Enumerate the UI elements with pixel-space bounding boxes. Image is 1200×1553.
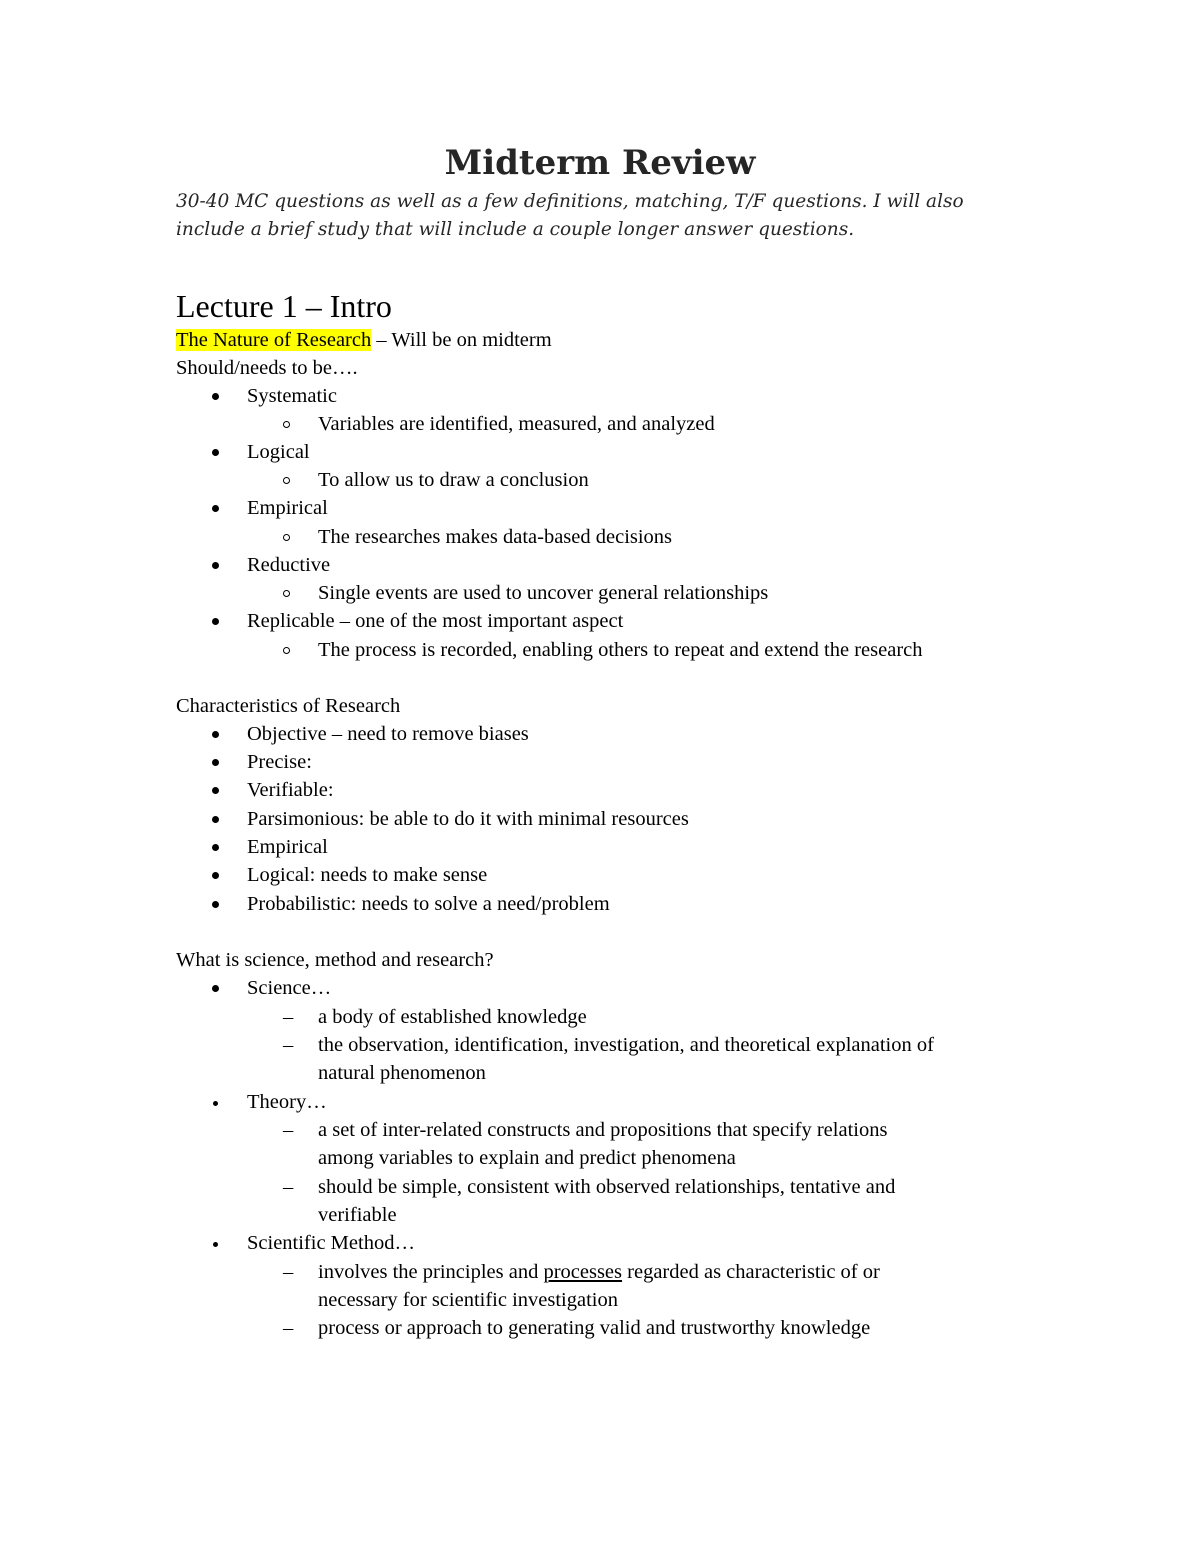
- circle-bullet-icon: [283, 534, 290, 541]
- science-heading: What is science, method and research?: [176, 949, 494, 971]
- bullet-icon: [212, 562, 219, 569]
- bullet-icon: [212, 816, 219, 823]
- method-def-1a-pre: involves the principles and: [318, 1261, 544, 1283]
- characteristic-item: Parsimonious: be able to do it with minimal resources: [247, 808, 689, 830]
- science-def-1: a body of established knowledge: [318, 1006, 587, 1028]
- science-label: Science…: [247, 977, 332, 999]
- nature-sub-logical: To allow us to draw a conclusion: [318, 469, 589, 491]
- theory-def-2b: verifiable: [318, 1204, 397, 1226]
- nature-item-reductive: Reductive: [247, 554, 331, 576]
- bullet-icon: [212, 505, 219, 512]
- bullet-icon: [212, 393, 219, 400]
- characteristic-item: Empirical: [247, 836, 328, 858]
- circle-bullet-icon: [283, 590, 290, 597]
- nature-note: – Will be on midterm: [371, 329, 552, 351]
- bullet-icon: [212, 901, 219, 908]
- bullet-icon: [212, 787, 219, 794]
- theory-label: Theory…: [247, 1091, 327, 1113]
- science-def-2a: the observation, identification, investigation, and theoretical explanation of: [318, 1034, 934, 1056]
- bullet-icon: [212, 985, 219, 992]
- dash-bullet: –: [283, 1317, 294, 1339]
- dash-bullet: –: [283, 1119, 294, 1141]
- nature-item-systematic: Systematic: [247, 385, 337, 407]
- science-def-2b: natural phenomenon: [318, 1062, 486, 1084]
- nature-sub-reductive: Single events are used to uncover general relationships: [318, 582, 769, 604]
- nature-sub-empirical: The researches makes data-based decisions: [318, 526, 673, 548]
- characteristics-heading: Characteristics of Research: [176, 695, 401, 717]
- characteristic-item: Probabilistic: needs to solve a need/problem: [247, 893, 610, 915]
- nature-item-replicable: Replicable – one of the most important aspect: [247, 610, 624, 632]
- theory-def-2a: should be simple, consistent with observed relationships, tentative and: [318, 1176, 896, 1198]
- dash-bullet: –: [283, 1176, 294, 1198]
- nature-sub-replicable: The process is recorded, enabling others to repeat and extend the research: [318, 639, 923, 661]
- method-label: Scientific Method…: [247, 1232, 415, 1254]
- nature-item-logical: Logical: [247, 441, 310, 463]
- bullet-icon: [212, 449, 219, 456]
- bullet-icon: [212, 844, 219, 851]
- characteristic-item: Precise:: [247, 751, 312, 773]
- theory-def-1b: among variables to explain and predict phenomena: [318, 1147, 736, 1169]
- bullet-icon: [212, 759, 219, 766]
- document-title: Midterm Review: [444, 143, 756, 183]
- nature-highlight: The Nature of Research: [176, 329, 372, 351]
- method-def-2: process or approach to generating valid and trustworthy knowledge: [318, 1317, 871, 1339]
- circle-bullet-icon: [283, 647, 290, 654]
- nature-item-empirical: Empirical: [247, 497, 328, 519]
- bullet-icon: [212, 872, 219, 879]
- method-def-1a-post: regarded as characteristic of or: [622, 1261, 880, 1283]
- method-def-1b: necessary for scientific investigation: [318, 1289, 618, 1311]
- characteristic-item: Verifiable:: [247, 779, 334, 801]
- bullet-icon: [213, 1101, 218, 1106]
- circle-bullet-icon: [283, 477, 290, 484]
- document-subtitle: [176, 188, 1036, 244]
- method-def-1a-underlined: processes: [543, 1261, 623, 1283]
- circle-bullet-icon: [283, 421, 290, 428]
- theory-def-1a: a set of inter-related constructs and propositions that specify relations: [318, 1119, 888, 1141]
- characteristic-item: Logical: needs to make sense: [247, 864, 488, 886]
- bullet-icon: [213, 1242, 218, 1247]
- lecture-heading: Lecture 1 – Intro: [176, 288, 392, 324]
- dash-bullet: –: [283, 1034, 294, 1056]
- dash-bullet: –: [283, 1261, 294, 1283]
- nature-sub-systematic: Variables are identified, measured, and analyzed: [318, 413, 715, 435]
- dash-bullet: –: [283, 1006, 294, 1028]
- method-def-1a: [318, 1258, 880, 1286]
- should-label: Should/needs to be….: [176, 357, 358, 379]
- characteristic-item: Objective – need to remove biases: [247, 723, 529, 745]
- subtitle-line-2: include a brief study that will include a couple longer answer questions.: [176, 219, 855, 240]
- bullet-icon: [212, 731, 219, 738]
- nature-heading: [176, 326, 552, 354]
- subtitle-line-1: 30-40 MC questions as well as a few definitions, matching, T/F questions. I will also: [176, 191, 964, 212]
- bullet-icon: [212, 618, 219, 625]
